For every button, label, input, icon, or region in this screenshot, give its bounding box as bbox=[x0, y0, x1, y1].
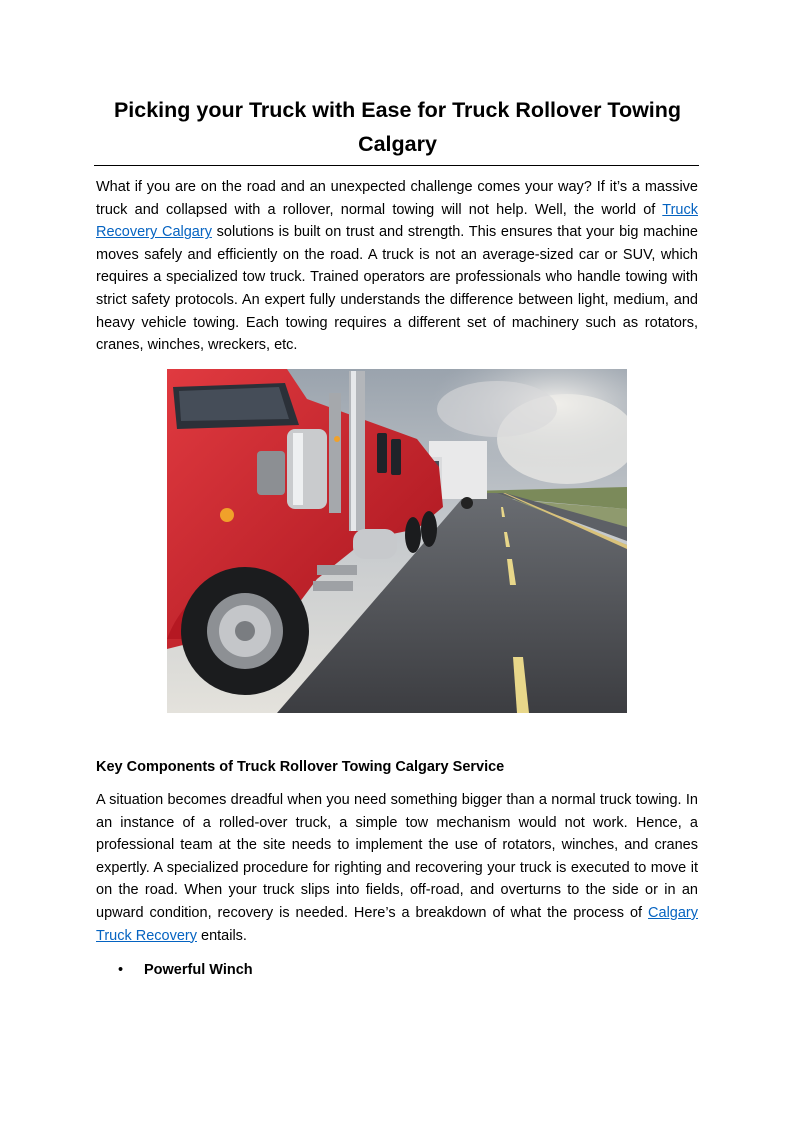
list-item bbox=[118, 960, 253, 980]
bullet-label: Powerful Winch bbox=[144, 962, 253, 978]
section-text-end: entails. bbox=[196, 927, 247, 944]
truck-recovery-calgary-link[interactable]: Truck Recovery Calgary bbox=[96, 201, 698, 241]
section-text-start: A situation becomes dreadful when you need something bigger than a normal truck towing. In an instance of a rolled-over truck, a simple tow mechanism would not work. Hence, a professional team at the site needs to implement the use of rotators, winches, and cranes expertly. A specialized procedure for righting and recovering your truck is executed to move it on the road. When your truck slips into fields, off-road, and overturns to the side or in an upward condition, recovery is needed. Here’s a breakdown of what the process of bbox=[96, 792, 698, 921]
calgary-truck-recovery-link[interactable]: Calgary Truck Recovery bbox=[96, 904, 698, 944]
page-title: Picking your Truck with Ease for Truck Rollover Towing Calgary bbox=[113, 98, 682, 156]
bullet-list bbox=[118, 960, 253, 980]
intro-text-end: solutions is built on trust and strength. This ensures that your big machine moves safely and efficiently on the road. A truck is not an average-sized car or SUV, which requires a specialized tow truck. Trained operators are professionals who handle towing with strict safety protocols. An expert fully understands the difference between light, medium, and heavy vehicle towing. Each towing requires a different set of machinery such as rotators, cranes, winches, wreckers, etc. bbox=[96, 224, 698, 354]
title-divider bbox=[94, 165, 699, 166]
tow-truck-photo bbox=[167, 369, 627, 713]
section-paragraph bbox=[96, 789, 698, 947]
intro-text-start: What if you are on the road and an unexpected challenge comes your way? If it’s a massive truck and collapsed with a rollover, normal towing will not help. Well, the world of bbox=[96, 179, 698, 218]
intro-paragraph bbox=[96, 176, 698, 357]
bullet-marker: • bbox=[118, 962, 124, 978]
section-heading: Key Components of Truck Rollover Towing Calgary Service bbox=[96, 759, 505, 775]
